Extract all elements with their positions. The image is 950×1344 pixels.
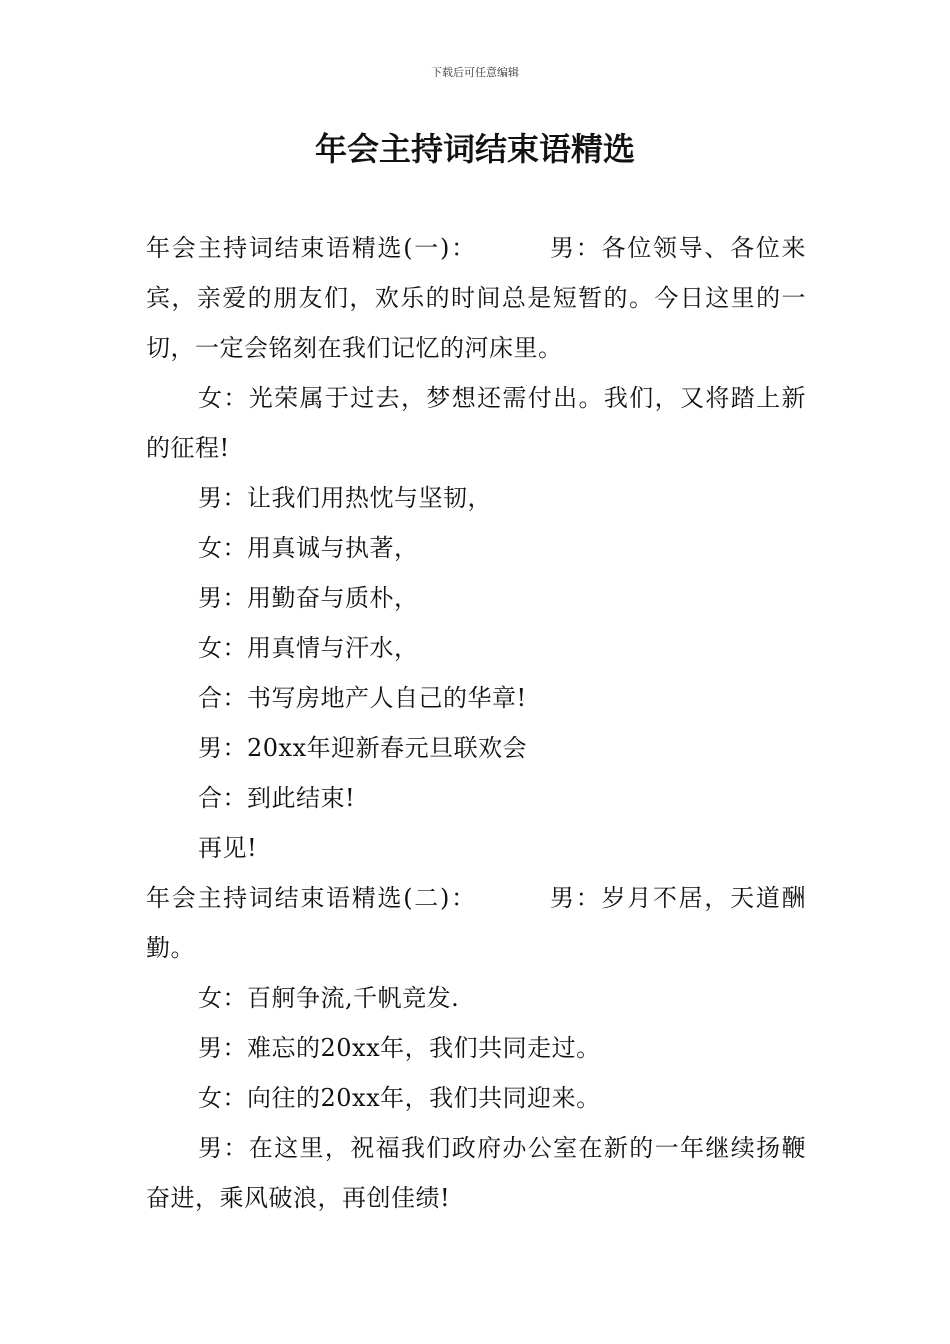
- dialogue-line: 女：光荣属于过去，梦想还需付出。我们，又将踏上新的征程!: [146, 384, 806, 462]
- dialogue-line: 男：20xx年迎新春元旦联欢会: [198, 734, 528, 762]
- dialogue-line: 男：让我们用热忱与坚韧，: [198, 484, 492, 512]
- section-lead: 年会主持词结束语精选(二)：: [146, 884, 477, 912]
- dialogue-line: 合：书写房地产人自己的华章!: [198, 684, 527, 712]
- section-heading-paragraph: [146, 873, 806, 973]
- dialogue-line: 合：到此结束!: [198, 784, 356, 812]
- dialogue-line: 女：向往的20xx年，我们共同迎来。: [198, 1084, 601, 1112]
- dialogue-line: 男：在这里，祝福我们政府办公室在新的一年继续扬鞭奋进，乘风破浪，再创佳绩!: [146, 1134, 806, 1212]
- dialogue-line: 女：用真诚与执著，: [198, 534, 419, 562]
- section-lead: 年会主持词结束语精选(一)：: [146, 234, 477, 262]
- document-body: [146, 223, 806, 1223]
- dialogue-line: 男：难忘的20xx年，我们共同走过。: [198, 1034, 601, 1062]
- dialogue-line: 再见!: [198, 834, 258, 862]
- page-header-note: 下载后可任意编辑: [431, 66, 519, 79]
- document-title: 年会主持词结束语精选: [314, 130, 635, 168]
- dialogue-line: 男：用勤奋与质朴，: [198, 584, 419, 612]
- section-heading-paragraph: [146, 223, 806, 373]
- dialogue-text: 男：各位领导、各位来宾，亲爱的朋友们，欢乐的时间总是短暂的。今日这里的一切，一定会铭刻在我们记忆的河床里。: [146, 234, 807, 362]
- dialogue-line: 女：用真情与汗水，: [198, 634, 419, 662]
- dialogue-text: 男：岁月不居，天道酬勤。: [146, 884, 807, 962]
- dialogue-line: 女：百舸争流,千帆竞发.: [198, 984, 460, 1012]
